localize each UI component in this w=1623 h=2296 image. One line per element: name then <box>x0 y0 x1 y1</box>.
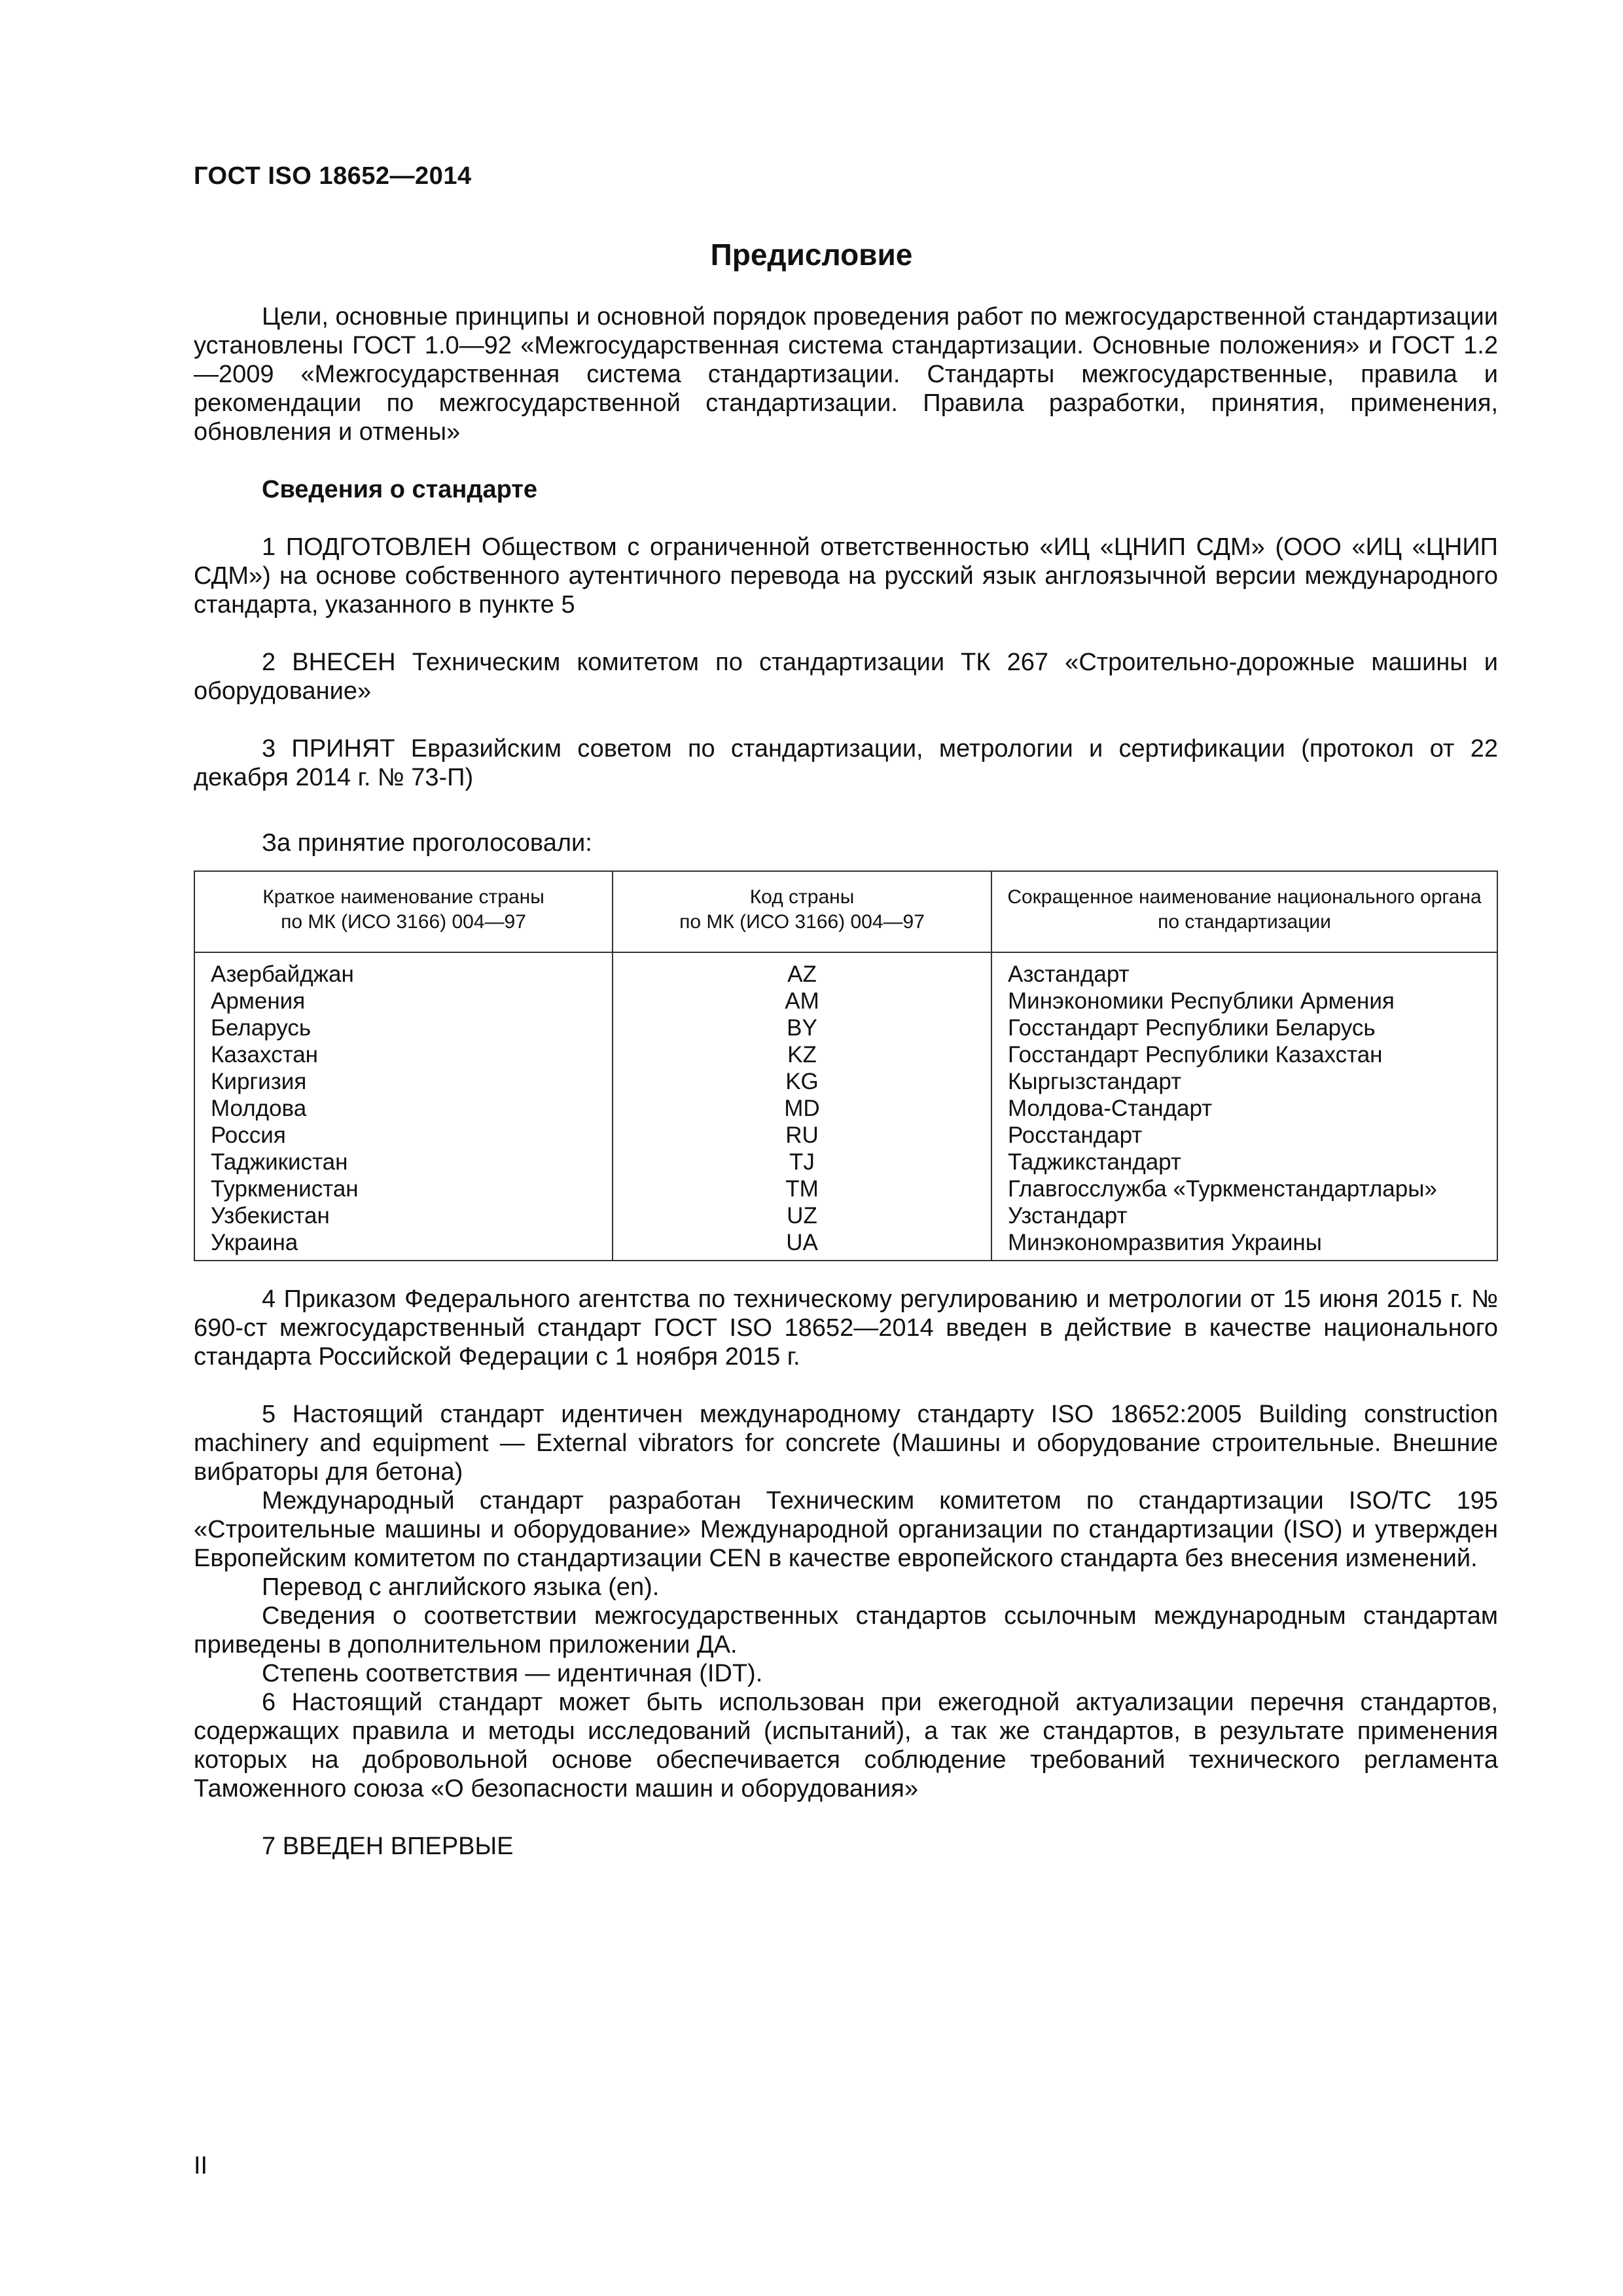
item-5-paragraph: 5 Настоящий стандарт идентичен международному стандарту ISO 18652:2005 Building construction machinery and equipment — External vibrators for concrete (Машины и оборудование строительные. Внешние вибраторы для бетона) <box>194 1401 1498 1486</box>
country-name: Молдова <box>194 1095 613 1122</box>
table-row <box>194 1149 1497 1175</box>
country-name: Украина <box>194 1229 613 1261</box>
standard-info-heading: Сведения о стандарте <box>262 476 538 503</box>
item-4-paragraph: 4 Приказом Федерального агентства по техническому регулированию и метрологии от 15 июня 2015 г. № 690-ст межгосударственный стандарт ГОСТ ISO 18652—2014 введен в действие в качестве национального стандарта Российской Федерации с 1 ноября 2015 г. <box>194 1285 1498 1371</box>
country-code: AM <box>613 988 991 1014</box>
table-row <box>194 1122 1497 1149</box>
country-code: KG <box>613 1068 991 1095</box>
national-body: Минэкономразвития Украины <box>991 1229 1497 1261</box>
country-name: Узбекистан <box>194 1202 613 1229</box>
national-body: Таджикстандарт <box>991 1149 1497 1175</box>
country-name: Таджикистан <box>194 1149 613 1175</box>
national-body: Минэкономики Республики Армения <box>991 988 1497 1014</box>
item-5-translation-paragraph: Перевод с английского языка (en). <box>262 1573 660 1601</box>
country-name: Армения <box>194 988 613 1014</box>
country-code: TM <box>613 1175 991 1202</box>
country-code: MD <box>613 1095 991 1122</box>
country-code: KZ <box>613 1041 991 1068</box>
table-row <box>194 1175 1497 1202</box>
country-code: UA <box>613 1229 991 1261</box>
voting-states-table <box>194 870 1498 1261</box>
national-body: Росстандарт <box>991 1122 1497 1149</box>
voting-label: За принятие проголосовали: <box>262 829 592 857</box>
document-code: ГОСТ ISO 18652—2014 <box>194 162 472 190</box>
header-country-code: Код страны по МК (ИСО 3166) 004—97 <box>613 871 991 952</box>
table-row <box>194 1014 1497 1041</box>
country-name: Россия <box>194 1122 613 1149</box>
item-5-references-paragraph: Сведения о соответствии межгосударственных стандартов ссылочным международным стандартам приведены в дополнительном приложении ДА. <box>194 1602 1498 1659</box>
table-row <box>194 952 1497 988</box>
country-name: Туркменистан <box>194 1175 613 1202</box>
country-code: UZ <box>613 1202 991 1229</box>
intro-paragraph: Цели, основные принципы и основной порядок проведения работ по межгосударственной стандартизации установлены ГОСТ 1.0—92 «Межгосударственная система стандартизации. Основные положения» и ГОСТ 1.2—2009 «Межгосударственная система стандартизации. Стандарты межгосударственные, правила и рекомендации по межгосударственной стандартизации. Правила разработки, принятия, применения, обновления и отмены» <box>194 303 1498 446</box>
item-1-paragraph: 1 ПОДГОТОВЛЕН Обществом с ограниченной ответственностью «ИЦ «ЦНИП СДМ» (ООО «ИЦ «ЦНИП СДМ») на основе собственного аутентичного перевода на русский язык англоязычной версии международного стандарта, указанного в пункте 5 <box>194 533 1498 619</box>
table-row <box>194 1041 1497 1068</box>
national-body: Кыргызстандарт <box>991 1068 1497 1095</box>
header-national-body: Сокращенное наименование национального органа по стандартизации <box>991 871 1497 952</box>
table-header-row <box>194 871 1497 952</box>
page-title: Предисловие <box>710 238 913 272</box>
country-name: Азербайджан <box>194 952 613 988</box>
table-row <box>194 1068 1497 1095</box>
country-name: Беларусь <box>194 1014 613 1041</box>
country-code: TJ <box>613 1149 991 1175</box>
item-6-paragraph: 6 Настоящий стандарт может быть использован при ежегодной актуализации перечня стандартов, содержащих правила и методы исследований (испытаний), а так же стандартов, в результате применения которых на добровольной основе обеспечивается соблюдение требований технического регламента Таможенного союза «О безопасности машин и оборудования» <box>194 1689 1498 1803</box>
national-body: Госстандарт Республики Казахстан <box>991 1041 1497 1068</box>
item-2-paragraph: 2 ВНЕСЕН Техническим комитетом по стандартизации ТК 267 «Строительно-дорожные машины и оборудование» <box>194 649 1498 705</box>
country-name: Казахстан <box>194 1041 613 1068</box>
country-code: AZ <box>613 952 991 988</box>
item-5-conformity-paragraph: Степень соответствия — идентичная (IDT). <box>262 1660 763 1687</box>
table-row <box>194 1229 1497 1261</box>
foreword-body <box>194 302 1498 1861</box>
national-body: Главгосслужба «Туркменстандартлары» <box>991 1175 1497 1202</box>
national-body: Молдова-Стандарт <box>991 1095 1497 1122</box>
country-code: BY <box>613 1014 991 1041</box>
national-body: Госстандарт Республики Беларусь <box>991 1014 1497 1041</box>
table-row <box>194 988 1497 1014</box>
national-body: Узстандарт <box>991 1202 1497 1229</box>
item-5-international-paragraph: Международный стандарт разработан Техническим комитетом по стандартизации ISO/TC 195 «Строительные машины и оборудование» Международной организации по стандартизации (ISO) и утвержден Европейским комитетом по стандартизации CEN в качестве европейского стандарта без внесения изменений. <box>194 1487 1498 1572</box>
country-name: Киргизия <box>194 1068 613 1095</box>
table-row <box>194 1202 1497 1229</box>
item-7-paragraph: 7 ВВЕДЕН ВПЕРВЫЕ <box>262 1833 514 1860</box>
country-code: RU <box>613 1122 991 1149</box>
item-3-paragraph: 3 ПРИНЯТ Евразийским советом по стандартизации, метрологии и сертификации (протокол от 22 декабря 2014 г. № 73-П) <box>194 735 1498 791</box>
page-number: II <box>194 2152 208 2179</box>
national-body: Азстандарт <box>991 952 1497 988</box>
table-row <box>194 1095 1497 1122</box>
header-country-name: Краткое наименование страны по МК (ИСО 3166) 004—97 <box>194 871 613 952</box>
